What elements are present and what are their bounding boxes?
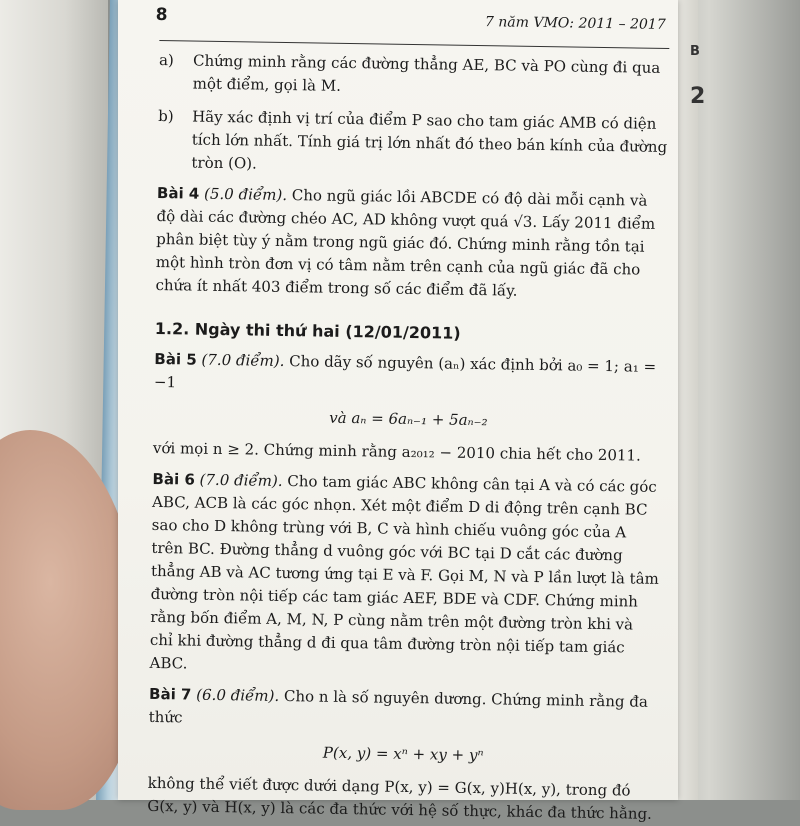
problem-5 xyxy=(154,348,665,402)
page-content xyxy=(147,0,670,826)
problem-points: (5.0 điểm). xyxy=(203,184,288,205)
problem-title: Bài 4 xyxy=(156,183,200,203)
problem-part-b xyxy=(157,105,668,182)
problem-title: Bài 5 xyxy=(154,349,197,369)
problem-title: Bài 7 xyxy=(148,684,192,704)
problem-6 xyxy=(149,468,662,683)
problem-text: Cho dãy số nguyên (aₙ) xác định bởi a₀ = 1; a₁ = −1 xyxy=(153,352,657,392)
problem-4 xyxy=(155,182,667,305)
problem-5-text-cont: với mọi n ≥ 2. Chứng minh rằng a₂₀₁₂ − 2010 chia hết cho 2011. xyxy=(152,438,641,465)
facing-page-letter-mid: 2 xyxy=(690,84,706,109)
part-text: Chứng minh rằng các đường thẳng AE, BC và PO cùng đi qua một điểm, gọi là M. xyxy=(192,51,661,95)
polynomial-equation: P(x, y) = xⁿ + xy + yⁿ xyxy=(322,743,484,765)
running-title: 7 năm VMO: 2011 – 2017 xyxy=(484,14,666,33)
problem-text: Cho tam giác ABC không cân tại A và có các góc ABC, ACB là các góc nhọn. Xét một điểm D di động trên cạnh BC sao cho D không trùng với B, C và hình chiếu vuông góc của A trên BC. Đường thẳng d vuông góc với BC tại D cắt các đường thẳng AB và AC tương ứng tại E và F. Gọi M, N và P lần lượt là tâm đường tròn nội tiếp các tam giác AEF, BDE và CDF. Chứng minh rằng bốn điểm A, M, N, P cùng nằm trên một đường tròn khi và chỉ khi đường thẳng d đi qua tâm đường tròn nội tiếp tam giác ABC. xyxy=(149,472,659,673)
problem-points: (7.0 điểm). xyxy=(199,470,283,490)
problem-part-a xyxy=(159,49,670,103)
problem-title: Bài 6 xyxy=(152,469,195,489)
part-label: b) xyxy=(158,106,174,126)
part-text: Hãy xác định vị trí của điểm P sao cho tam giác AMB có diện tích lớn nhất. Tính giá trị lớn nhất đó theo bán kính của đường tròn (O). xyxy=(191,107,668,173)
part-label: a) xyxy=(158,50,174,70)
facing-page-letter-top: B xyxy=(690,44,700,59)
recurrence-equation: và aₙ = 6aₙ₋₁ + 5aₙ₋₂ xyxy=(329,408,488,430)
page-header xyxy=(155,0,670,49)
problem-points: (7.0 điểm). xyxy=(201,350,285,370)
problem-points: (6.0 điểm). xyxy=(196,685,280,705)
book-page xyxy=(118,0,678,823)
problem-7-text-cont: không thể viết được dưới dạng P(x, y) = G(x, y)H(x, y), trong đó G(x, y) và H(x, y) là các đa thức với hệ số thực, khác đa thức hằng. xyxy=(147,773,653,823)
problem-text: Cho n là số nguyên dương. Chứng minh rằng đa thức xyxy=(148,687,649,727)
problem-7 xyxy=(149,683,660,737)
section-heading: 1.2. Ngày thi thứ hai (12/01/2011) xyxy=(154,318,461,343)
page-number: 8 xyxy=(155,4,168,26)
problem-text: Cho ngũ giác lồi ABCDE có độ dài mỗi cạnh và độ dài các đường chéo AC, AD không vượt quá √3. Lấy 2011 điểm phân biệt tùy ý nằm trong ngũ giác đó. Chứng minh rằng tồn tại một hình tròn đơn vị có tâm nằm trên cạnh của ngũ giác đã cho chứa ít nhất 403 điểm trong số các điểm đã lấy. xyxy=(155,186,656,300)
